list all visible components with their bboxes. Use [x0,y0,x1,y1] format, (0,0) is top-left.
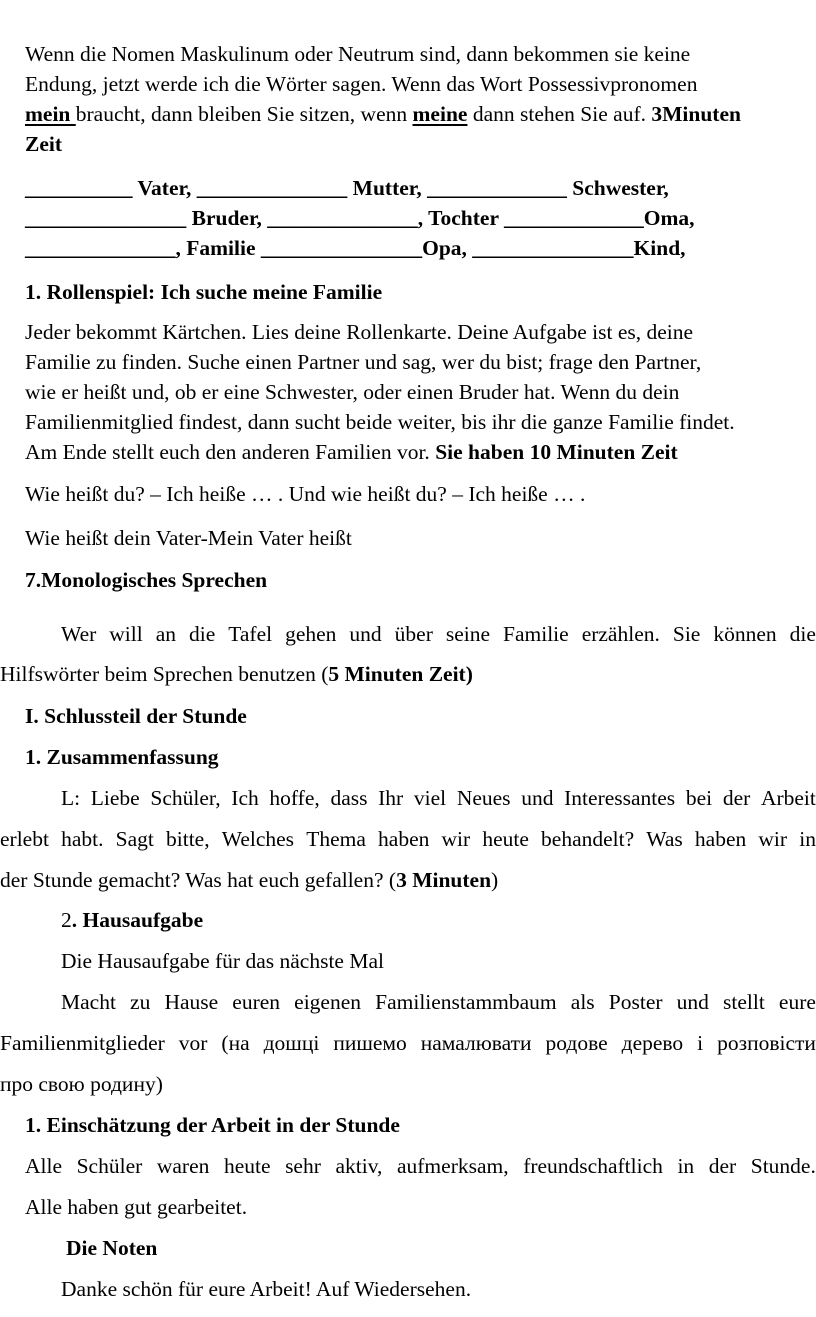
time-note: 3Minuten [651,102,741,126]
word: erlebt [0,827,49,851]
word: behandelt? [541,827,635,851]
intro-line-1: Wenn die Nomen Maskulinum oder Neutrum sind, dann bekommen sie keine [25,42,691,66]
intro-line-2: Endung, jetzt werde ich die Wörter sagen. Wenn das Wort Possessivpronomen [25,72,698,96]
word: дерево [621,1031,684,1055]
time-note: Zeit [25,132,63,156]
word: und [676,990,709,1014]
word: пишемо [333,1031,407,1055]
word: wir [441,827,471,851]
intro-text: dann stehen Sie auf. [467,102,652,126]
word: eure [778,990,816,1014]
word: aufmerksam, [396,1154,509,1178]
blank-row-3: ______________, Familie _______________Opa, _______________Kind, [25,236,686,260]
closing-line: Danke schön für eure Arbeit! Auf Wiedersehen. [61,1277,472,1301]
word: розповісти [717,1031,816,1055]
paragraph-text: ) [491,868,499,892]
keyword-mein: mein [25,102,76,126]
word: in [677,1154,695,1178]
paragraph-line [25,442,678,464]
word: Interessantes [564,786,676,810]
word: і [697,1031,704,1055]
justified-line [0,1033,816,1055]
word: Tafel [228,622,273,646]
paragraph-text: Am Ende stellt euch den anderen Familien vor. [25,440,436,464]
paragraph-line: Familienmitglied findest, dann sucht beide weiter, bis ihr die ganze Familie findet. [25,410,735,434]
word: die [789,622,816,646]
word: Schüler, [150,786,221,810]
word: sehr [285,1154,321,1178]
word: in [799,827,816,851]
word: намалювати [420,1031,532,1055]
word: Was [646,827,683,851]
word: Thema [306,827,366,851]
blank-row-1: __________ Vater, ______________ Mutter, _____________ Schwester, [25,176,669,200]
word: waren [156,1154,210,1178]
word: Macht [61,990,116,1014]
word: Ihr [378,786,404,810]
word: Liebe [90,786,140,810]
word: Stunde. [750,1154,816,1178]
word: zu [130,990,151,1014]
justified-line [25,1156,816,1178]
word: vor [178,1031,208,1055]
word: freundschaftlich [523,1154,663,1178]
word: an [155,622,176,646]
subheading-text: . Hausaufgabe [71,908,204,932]
paragraph-line: про свою родину) [0,1072,163,1096]
subheading-noten: Die Noten [66,1236,158,1260]
dialog-line-2: Wie heißt dein Vater-Mein Vater heißt [25,526,352,550]
word: bei [685,786,713,810]
word: über [394,622,433,646]
paragraph-line [0,664,473,686]
word: habt. [61,827,104,851]
paragraph-line: Die Hausaufgabe für das nächste Mal [61,949,384,973]
word: Sagt [115,827,154,851]
word: als [570,990,595,1014]
section-heading-schlussteil: I. Schlussteil der Stunde [25,704,247,728]
word: heute [223,1154,271,1178]
word: der [722,786,751,810]
word: Welches [221,827,295,851]
paragraph-line: wie er heißt und, ob er eine Schwester, oder einen Bruder hat. Wenn du dein [25,380,680,404]
paragraph-text: der Stunde gemacht? Was hat euch gefallen? ( [0,868,397,892]
word: родове [545,1031,608,1055]
word: дошці [263,1031,320,1055]
keyword-meine: meine [412,102,468,126]
word: Poster [608,990,663,1014]
word: Neues [456,786,511,810]
justified-line [0,829,816,851]
paragraph-line: Jeder bekommt Kärtchen. Lies deine Rollenkarte. Deine Aufgabe ist es, deine [25,320,694,344]
time-note: 5 Minuten Zeit) [328,662,473,686]
subheading-einschaetzung: 1. Einschätzung der Arbeit in der Stunde [25,1113,400,1137]
paragraph-line: Alle haben gut gearbeitet. [25,1195,248,1219]
word: eigenen [294,990,362,1014]
justified-line [61,624,816,646]
subheading-hausaufgabe [61,910,203,932]
justified-line [61,992,816,1014]
intro-line-3 [25,104,741,126]
word: Familie [503,622,569,646]
blank-row-2: _______________ Bruder, ______________, Tochter _____________Oma, [25,206,695,230]
word: der [708,1154,737,1178]
word: bitte, [166,827,210,851]
word: Wer [61,622,97,646]
word: stellt [723,990,765,1014]
subheading-zusammenfassung: 1. Zusammenfassung [25,745,219,769]
word: hoffe, [269,786,320,810]
word: Schüler [76,1154,143,1178]
word: will [109,622,143,646]
word: (на [221,1031,250,1055]
justified-line [61,788,816,810]
word: seine [445,622,491,646]
word: und [521,786,554,810]
paragraph-text: Hilfswörter beim Sprechen benutzen ( [0,662,329,686]
section-heading-rollenspiel: 1. Rollenspiel: Ich suche meine Familie [25,280,383,304]
word: wir [758,827,788,851]
word: L: [61,786,81,810]
word: Alle [25,1154,63,1178]
subheading-number: 2 [61,908,72,932]
word: erzählen. [581,622,660,646]
intro-text: braucht, dann bleiben Sie sitzen, wenn [75,102,413,126]
word: dass [330,786,368,810]
word: haben [694,827,747,851]
word: und [349,622,382,646]
word: heute [482,827,529,851]
time-note: Sie haben 10 Minuten Zeit [435,440,678,464]
word: Sie [672,622,701,646]
section-heading-monolog: 7.Monologisches Sprechen [25,568,268,592]
word: die [188,622,216,646]
word: Familienstammbaum [375,990,557,1014]
word: gehen [285,622,337,646]
word: Hause [164,990,219,1014]
word: können [713,622,777,646]
word: viel [413,786,447,810]
word: Arbeit [760,786,816,810]
word: Familienmitglieder [0,1031,165,1055]
time-note: 3 Minuten [396,868,492,892]
dialog-line-1: Wie heißt du? – Ich heiße … . Und wie heißt du? – Ich heiße … . [25,482,586,506]
word: Ich [231,786,259,810]
paragraph-line: Familie zu finden. Suche einen Partner und sag, wer du bist; frage den Partner, [25,350,702,374]
word: haben [378,827,430,851]
paragraph-line [0,870,498,892]
word: aktiv, [335,1154,383,1178]
word: euren [232,990,281,1014]
